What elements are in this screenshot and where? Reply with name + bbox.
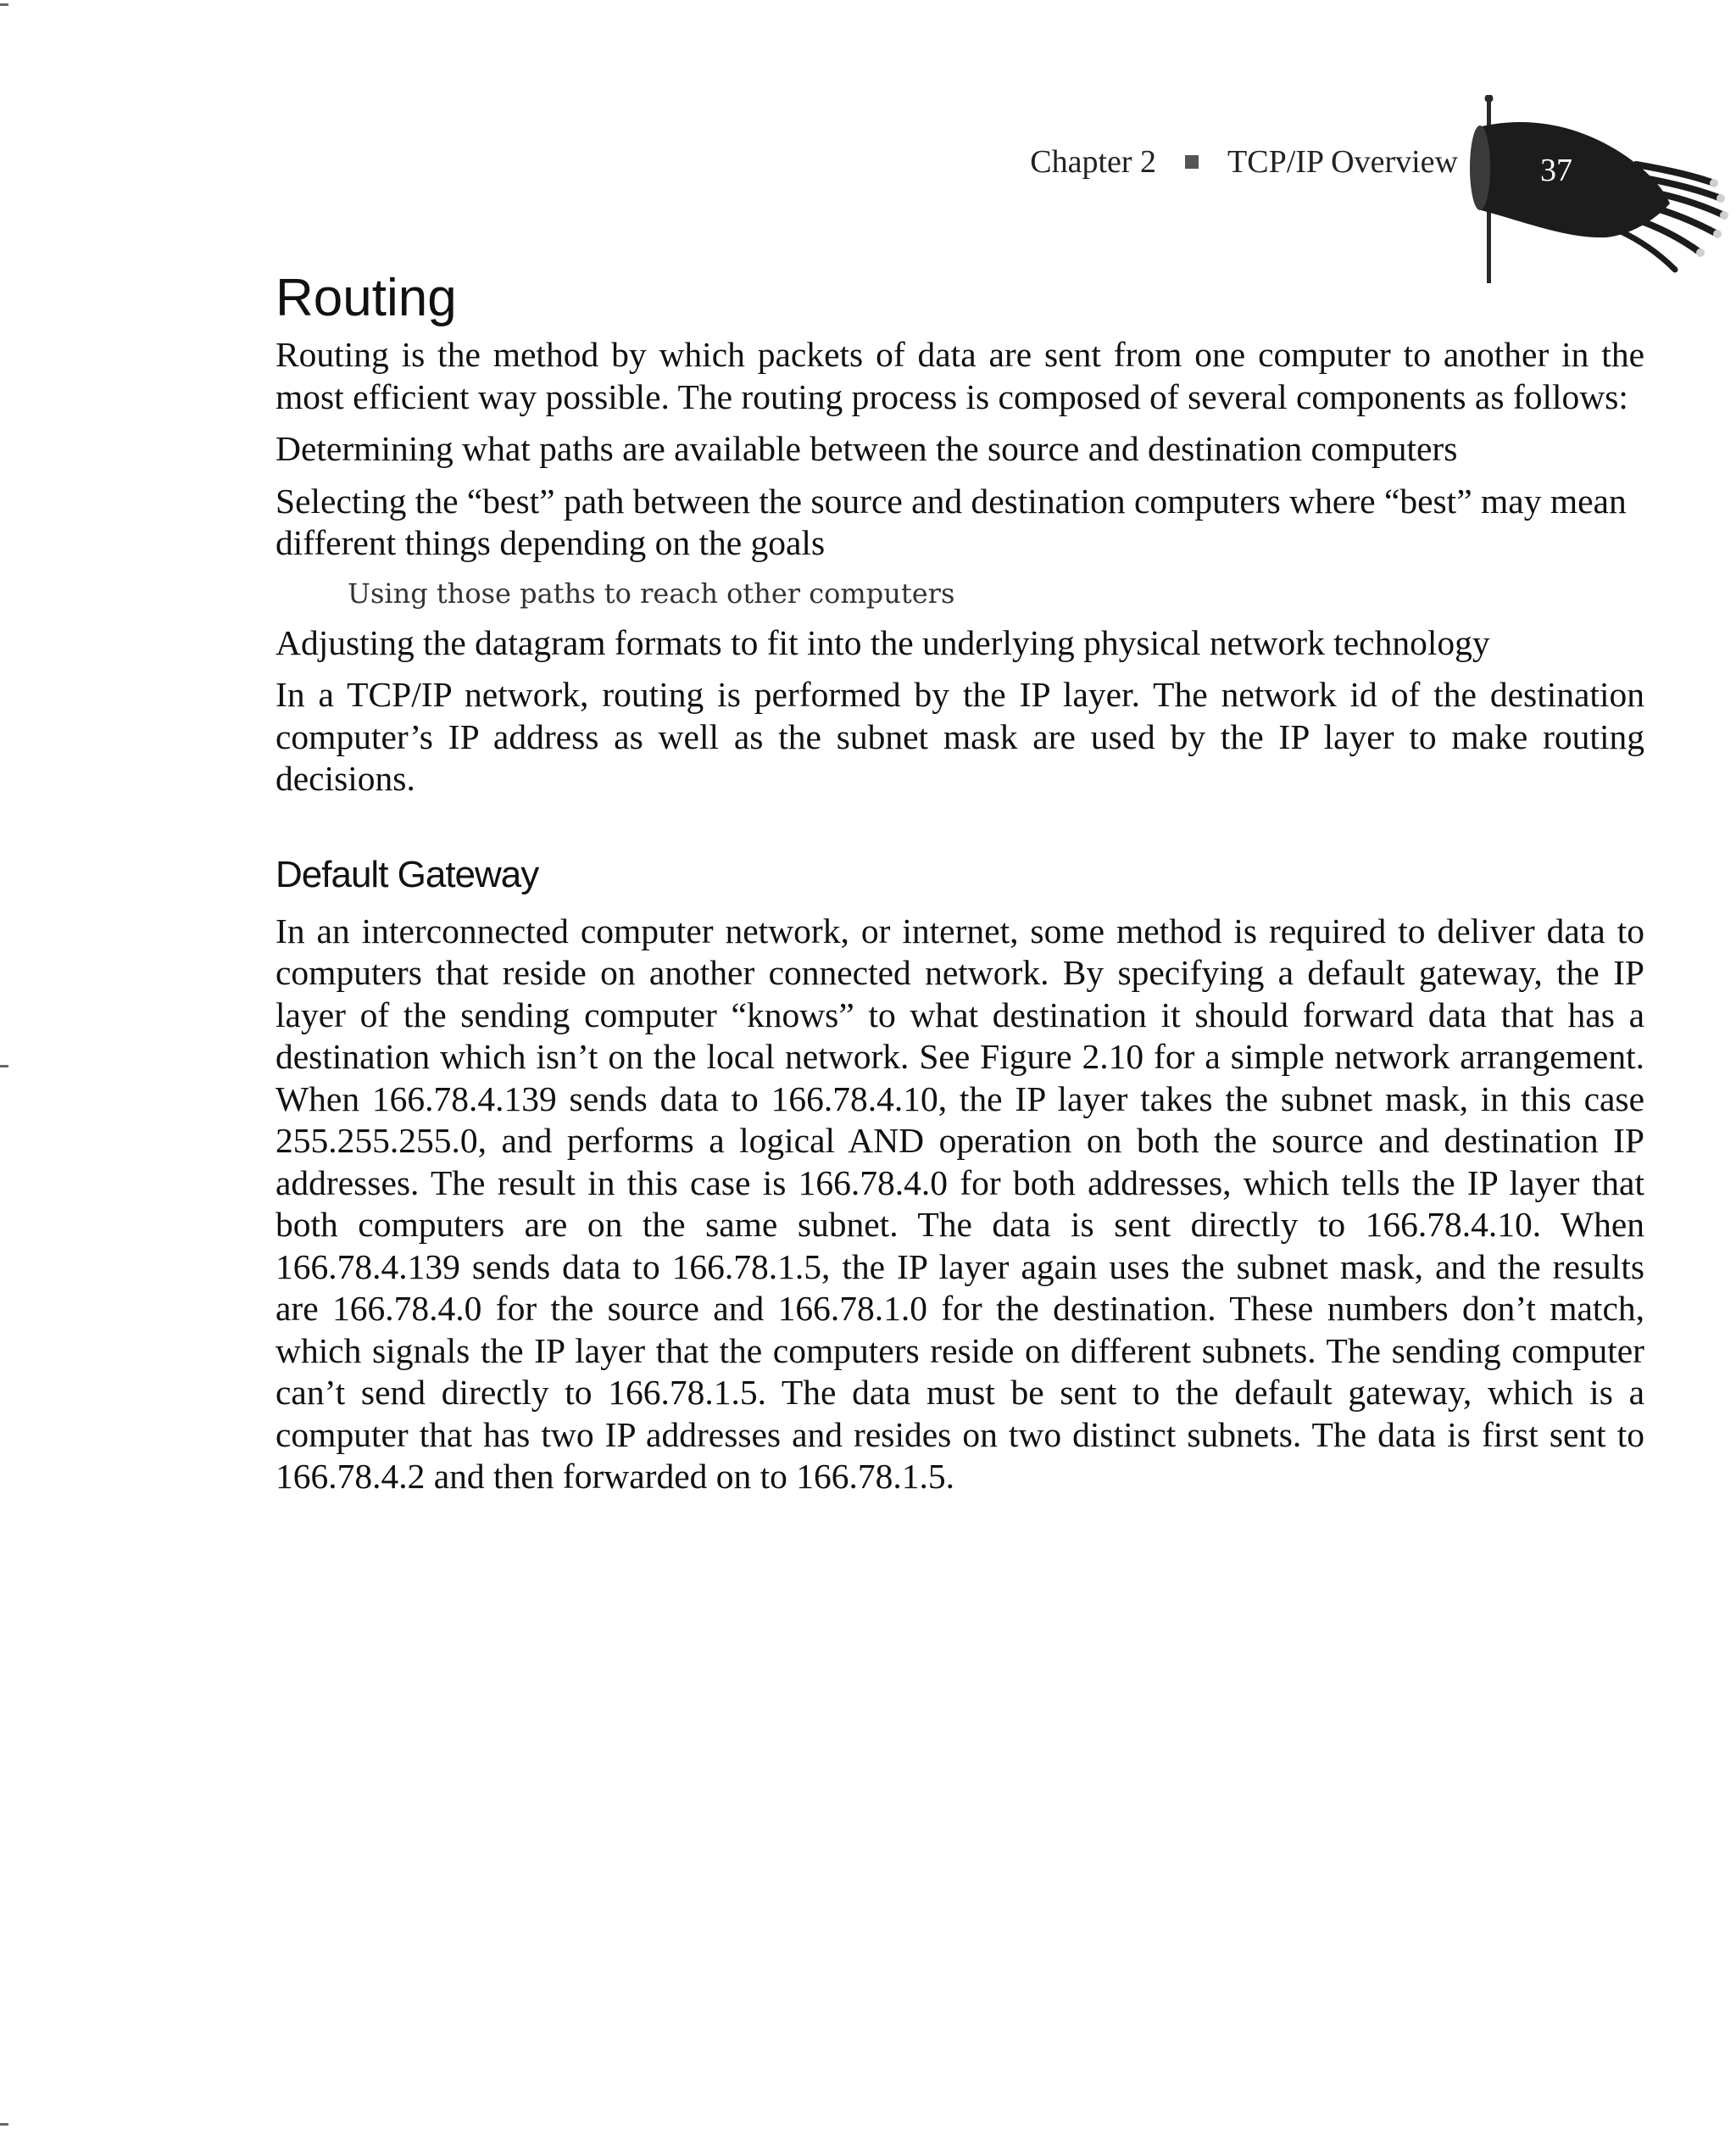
section-title-default-gateway: Default Gateway	[275, 853, 539, 895]
routing-intro-paragraph: Routing is the method by which packets of data are sent from one computer to another in the most efficient way possible. The routing process is composed of several components as follows:	[275, 335, 1644, 416]
section-title-routing: Routing	[275, 269, 457, 327]
edge-tick-bottom	[0, 2123, 8, 2126]
routing-closing-paragraph: In a TCP/IP network, routing is performed by the IP layer. The network id of the destination computer’s IP address as well as the subnet mask are used by the IP layer to make routing decisions.	[275, 675, 1644, 798]
square-bullet-icon	[1185, 155, 1199, 169]
chapter-label: Chapter 2	[1030, 144, 1157, 180]
page-number: 37	[1540, 153, 1572, 188]
page-content	[275, 265, 1644, 1498]
default-gateway-paragraph: In an interconnected computer network, or internet, some method is required to deliver data to computers that reside on another connected network. By specifying a default gateway, the IP layer of the sending computer “knows” to what destination it should forward data that has a destination which isn’t on the local network. See Figure 2.10 for a simple network arrangement. When 166.78.4.139 sends data to 166.78.4.10, the IP layer takes the subnet mask, in this case 255.255.255.0, and performs a logical AND operation on both the source and destination IP addresses. The result in this case is 166.78.4.0 for both addresses, which tells the IP layer that both computers are on the same subnet. The data is sent directly to 166.78.4.10. When 166.78.4.139 sends data to 166.78.1.5, the IP layer again uses the subnet mask, and the results are 166.78.4.0 for the source and 166.78.1.0 for the destination. These numbers don’t match, which signals the IP layer that the computers reside on different subnets. The sending computer can’t send directly to 166.78.1.5. The data must be sent to the default gateway, which is a computer that has two IP addresses and resides on two distinct subnets. The data is first sent to 166.78.4.2 and then forwarded on to 166.78.1.5.	[275, 911, 1644, 1496]
routing-component-item: Selecting the “best” path between the source and destination computers where “best” may mean different things depending on the goals	[275, 481, 1627, 562]
routing-component-item: Determining what paths are available between the source and destination computers	[275, 429, 1458, 468]
chapter-title: TCP/IP Overview	[1227, 144, 1458, 180]
routing-component-item: Using those paths to reach other computers	[348, 577, 955, 610]
routing-component-item: Adjusting the datagram formats to fit into the underlying physical network technology	[275, 622, 1490, 662]
windsock-icon	[1441, 95, 1729, 290]
edge-tick-top	[0, 3, 8, 6]
edge-tick-middle	[0, 1065, 8, 1067]
running-header	[932, 141, 1458, 183]
